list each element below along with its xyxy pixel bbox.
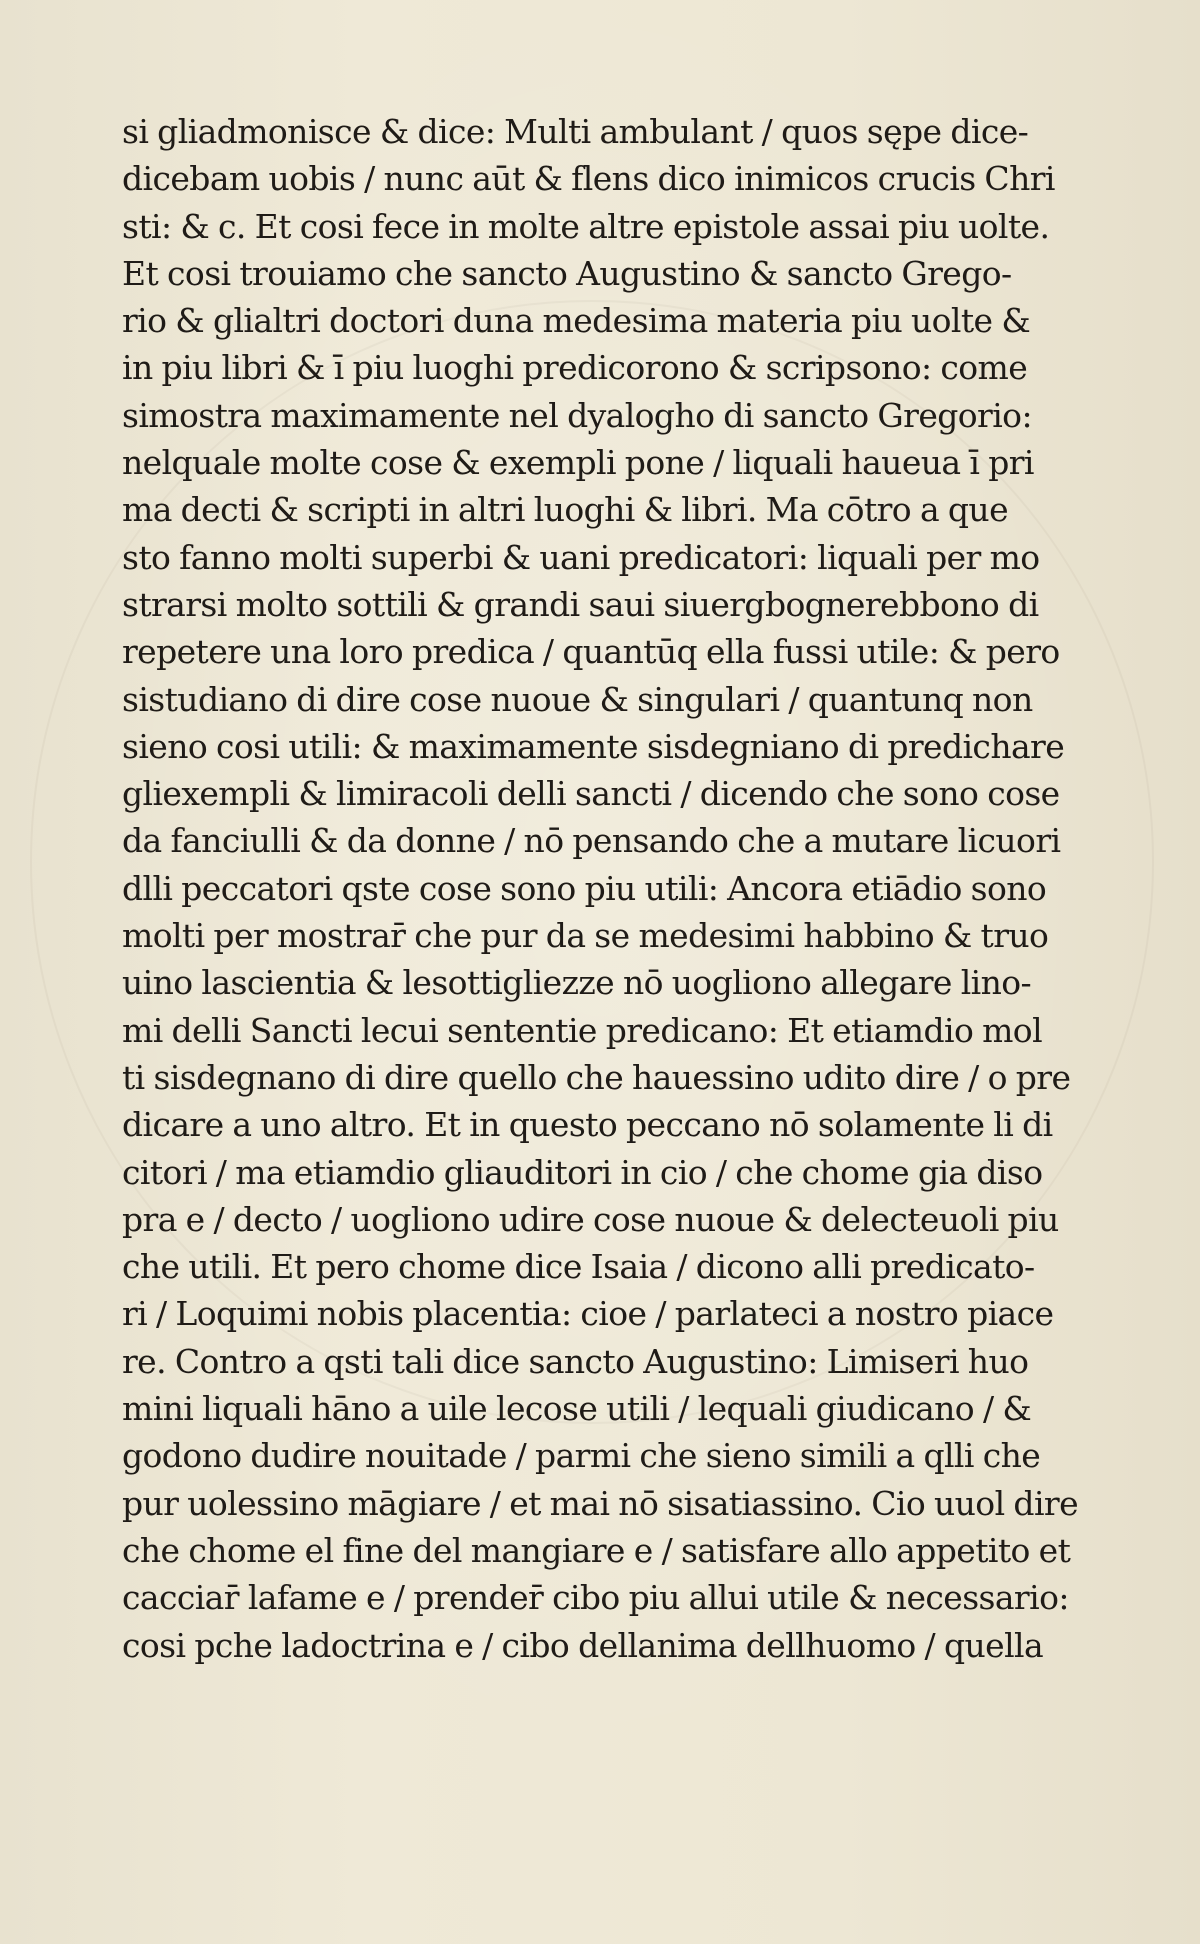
text-line: Et cosi trouiamo che sancto Augustino & sancto Grego- [122,253,1012,293]
text-line: in piu libri & ī piu luoghi predicorono & scripsono: come [122,348,1028,388]
text-line: che chome el fine del mangiare e / satisfare allo appetito et [122,1530,1071,1570]
text-block [122,108,1079,1669]
text-line: repetere una loro predica / quantūq ella fussi utile: & pero [122,632,1060,672]
text-line: mi delli Sancti lecui sententie predicano: Et etiamdio mol [122,1010,1043,1050]
text-line: che utili. Et pero chome dice Isaia / dicono alli predicato- [122,1247,1035,1287]
text-line: ti sisdegnano di dire quello che hauessino udito dire / o pre [122,1057,1071,1097]
text-line: sieno cosi utili: & maximamente sisdegniano di predichare [122,726,1065,766]
text-line: dicare a uno altro. Et in questo peccano nō solamente li di [122,1105,1053,1145]
text-line: re. Contro a qsti tali dice sancto Augustino: Limiseri huo [122,1341,1029,1381]
text-line: simostra maximamente nel dyalogho di sancto Gregorio: [122,395,1032,435]
text-line: sto fanno molti superbi & uani predicatori: liquali per mo [122,537,1040,577]
text-line: uino lascientia & lesottigliezze nō uogliono allegare lino- [122,963,1032,1003]
text-line: sti: & c. Et cosi fece in molte altre epistole assai piu uolte. [122,206,1050,246]
text-line: cosi pche ladoctrina e / cibo dellanima dellhuomo / quella [122,1625,1044,1665]
text-line: citori / ma etiamdio gliauditori in cio / che chome gia diso [122,1152,1043,1192]
text-line: molti per mostrar̄ che pur da se medesimi habbino & truo [122,916,1049,956]
text-line: mini liquali hāno a uile lecose utili / lequali giudicano / & [122,1389,1032,1429]
text-line: ri / Loquimi nobis placentia: cioe / parlateci a nostro piace [122,1294,1054,1334]
text-line: pra e / decto / uogliono udire cose nuoue & delecteuoli piu [122,1199,1059,1239]
text-line: dlli peccatori qste cose sono piu utili: Ancora etiādio sono [122,868,1047,908]
text-line: da fanciulli & da donne / nō pensando che a mutare licuori [122,821,1061,861]
text-line: nelquale molte cose & exempli pone / liquali haueua ī pri [122,443,1034,483]
text-line: gliexempli & limiracoli delli sancti / dicendo che sono cose [122,774,1060,814]
text-line: pur uolessino māgiare / et mai nō sisatiassino. Cio uuol dire [122,1483,1079,1523]
text-line: cacciar̄ lafame e / prender̄ cibo piu allui utile & necessario: [122,1578,1069,1618]
text-line: sistudiano di dire cose nuoue & singulari / quantunq non [122,679,1033,719]
text-line: ma decti & scripti in altri luoghi & libri. Ma cōtro a que [122,490,1009,530]
text-line: dicebam uobis / nunc aūt & flens dico inimicos crucis Chri [122,159,1055,199]
text-line: si gliadmonisce & dice: Multi ambulant / quos sępe dice- [122,112,1029,151]
text-line: godono dudire nouitade / parmi che sieno simili a qlli che [122,1436,1041,1476]
text-line: rio & glialtri doctori duna medesima materia piu uolte & [122,301,1031,341]
text-line: strarsi molto sottili & grandi saui siuergbognerebbono di [122,584,1039,624]
